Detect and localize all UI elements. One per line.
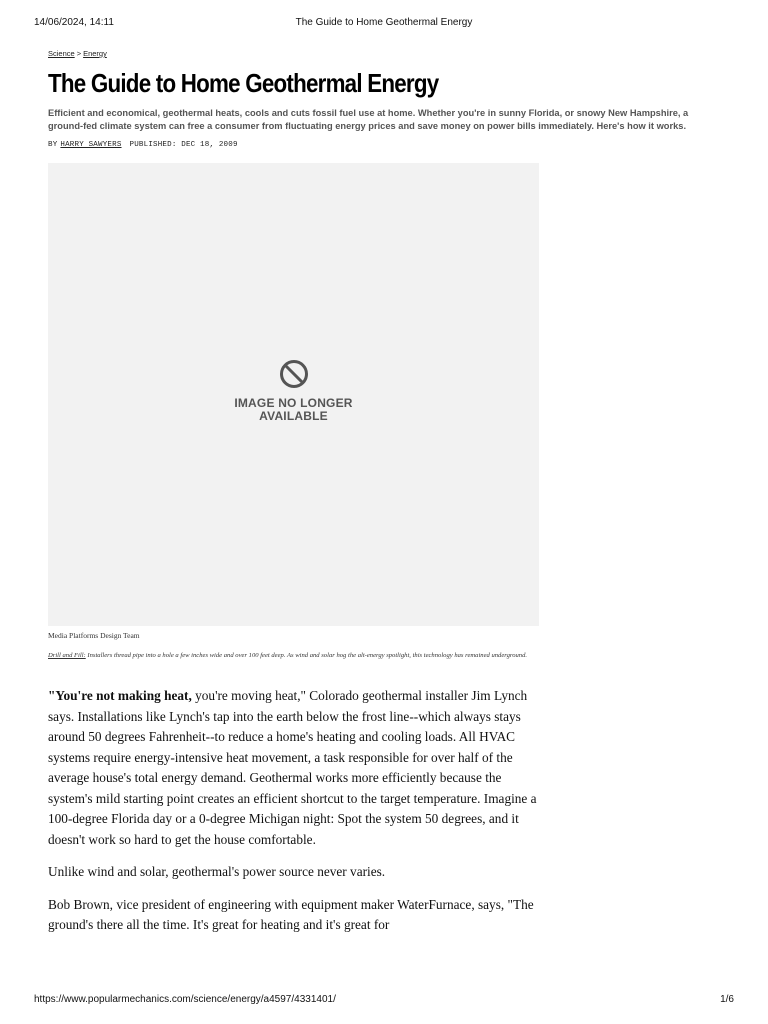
print-page-title: The Guide to Home Geothermal Energy xyxy=(295,17,473,28)
prohibited-icon xyxy=(279,359,309,389)
article-title: The Guide to Home Geothermal Energy xyxy=(48,68,439,98)
published-date: PUBLISHED: DEC 18, 2009 xyxy=(129,141,238,149)
print-url: https://www.popularmechanics.com/science/energy/a4597/4331401/ xyxy=(34,994,336,1005)
print-page-number: 1/6 xyxy=(720,994,734,1005)
image-unavailable-notice xyxy=(48,359,539,423)
paragraph-text: you're moving heat," Colorado geothermal installer Jim Lynch says. Installations like Lynch's tap into the earth below the frost line--which always stays around 50 degrees Fahrenheit--to reduce a home's heating and cooling loads. All HVAC systems require energy-intensive heat movement, a task responsible for over half of the average house's total energy demand. Geothermal works more efficiently because the system's mild starting point creates an efficient shortcut to the target temperature. Imagine a 100-degree Florida day or a 0-degree Michigan night: Spot the system 50 degrees, and it doesn't work so hard to get the house comfortable. xyxy=(48,688,537,847)
author-link[interactable]: HARRY SAWYERS xyxy=(60,141,122,149)
caption-text: Installers thread pipe into a hole a few inches wide and over 100 feet deep. As wind and solar hog the alt-energy spotlight, this technology has remained underground. xyxy=(85,652,528,659)
image-credit: Media Platforms Design Team xyxy=(48,631,140,640)
print-footer xyxy=(34,994,734,1008)
body-paragraph xyxy=(48,895,540,936)
hero-image-placeholder xyxy=(48,163,539,626)
print-header xyxy=(34,17,734,31)
body-paragraph xyxy=(48,686,540,850)
byline-prefix: BY xyxy=(48,141,58,149)
breadcrumb xyxy=(48,48,720,60)
paragraph-text: Unlike wind and solar, geothermal's power source never varies. xyxy=(48,864,386,879)
breadcrumb-science-link[interactable]: Science xyxy=(48,49,75,58)
image-unavailable-text: IMAGE NO LONGER AVAILABLE xyxy=(234,396,353,423)
paragraph-bold-lead: "You're not making heat, xyxy=(48,688,192,703)
print-date: 14/06/2024, 14:11 xyxy=(34,17,114,28)
article-dek: Efficient and economical, geothermal heats, cools and cuts fossil fuel use at home. Whether you're in sunny Florida, or snowy New Hampshire, a ground-fed climate system can free a consumer from fluctuating energy prices and save money on power bills immediately. Here's how it works. xyxy=(48,108,689,131)
breadcrumb-energy-link[interactable]: Energy xyxy=(83,49,107,58)
article xyxy=(48,48,720,932)
paragraph-text: Bob Brown, vice president of engineering with equipment maker WaterFurnace, says, "The ground's there all the time. It's great for heating and it's great for xyxy=(48,896,534,932)
byline xyxy=(48,140,720,151)
body-paragraph xyxy=(48,862,540,883)
image-caption xyxy=(48,651,543,661)
caption-lead: Drill and Fill: xyxy=(48,652,86,659)
breadcrumb-separator: > xyxy=(76,49,82,58)
article-body xyxy=(48,686,540,948)
